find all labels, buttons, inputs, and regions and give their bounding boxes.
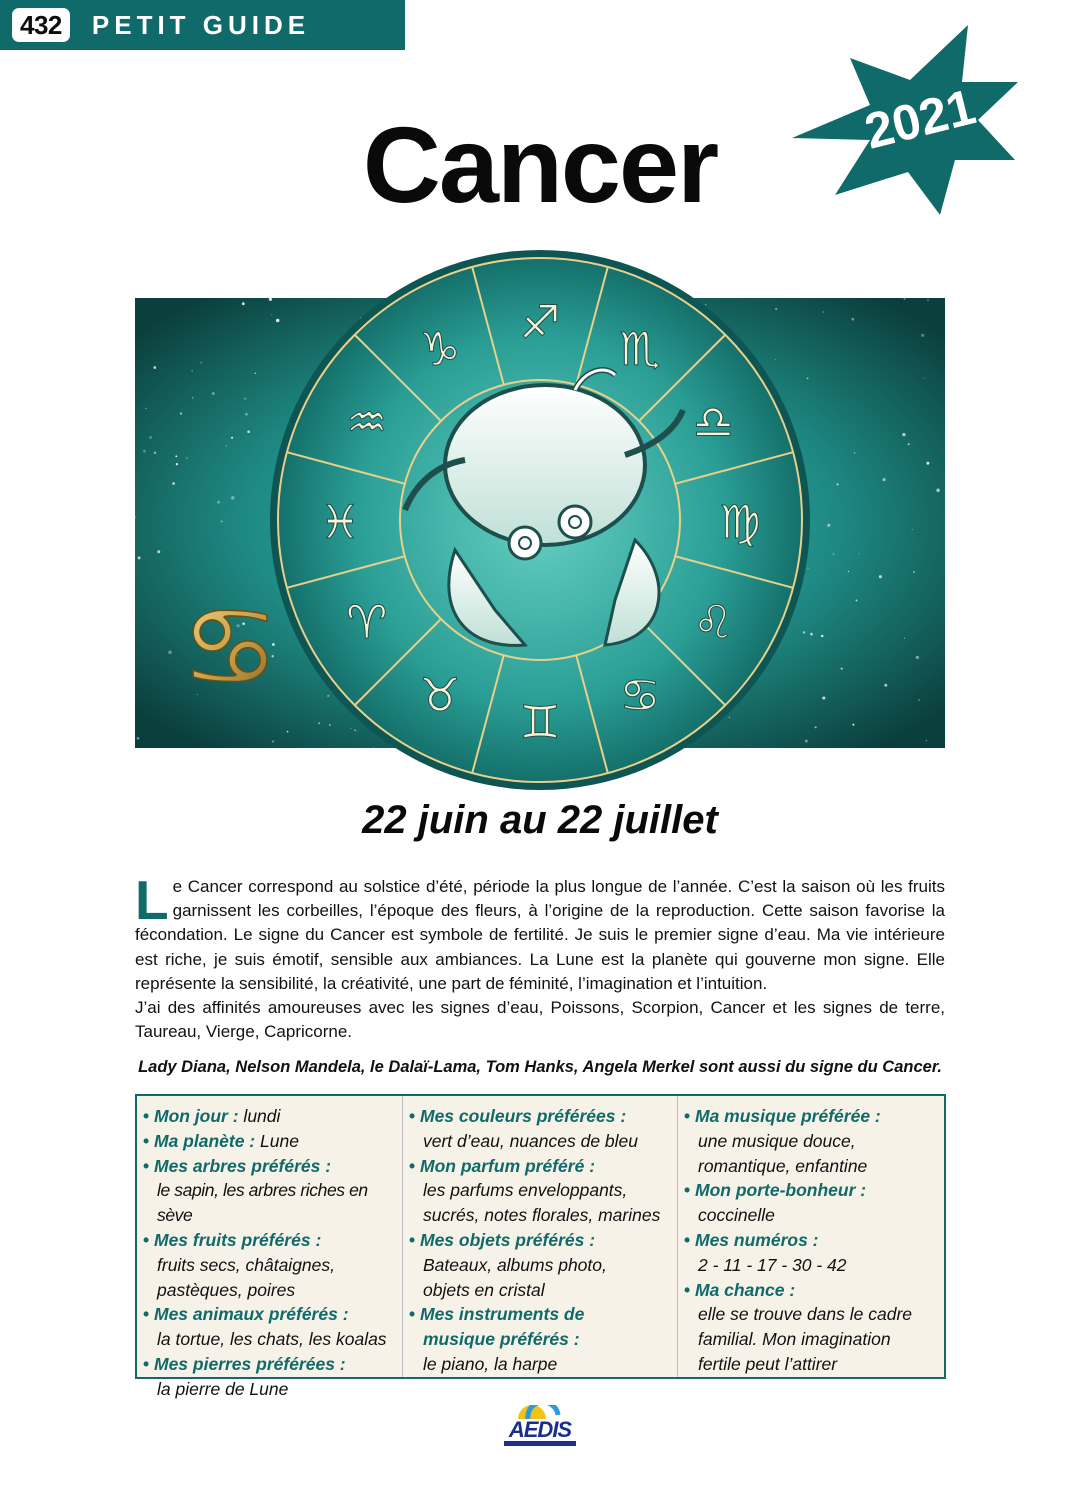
zodiac-glyph-icon: ♓ [319,495,361,549]
fact-fruits-value-1: fruits secs, châtaignes, [157,1254,335,1275]
fact-chance-label: • Ma chance : [684,1278,944,1303]
series-name: PETIT GUIDE [91,9,311,40]
zodiac-glyph-icon: ♌ [692,595,734,649]
star-dot [287,731,289,733]
star-dot [848,571,849,572]
fact-instruments-value: le piano, la harpe [423,1353,558,1374]
star-dot [244,398,246,400]
star-dot [913,571,915,573]
star-dot [254,372,256,374]
star-dot [852,724,854,726]
star-dot [815,726,817,728]
star-dot [902,433,905,436]
fact-pierres-label: • Mes pierres préférées : [143,1352,402,1377]
fact-chance-value-1: elle se trouve dans le cadre [698,1304,913,1325]
star-dot [805,740,808,743]
star-dot [729,717,730,718]
star-dot [884,684,887,687]
intro-text [135,869,945,1044]
star-dot [775,308,777,310]
star-dot [269,298,272,301]
fact-musique-value-1: une musique douce, [698,1130,856,1151]
star-dot [327,695,329,697]
zodiac-glyph-icon: ♐ [519,295,561,349]
star-dot [276,319,279,322]
star-dot [807,568,808,569]
star-dot [879,575,882,578]
star-dot [927,300,928,301]
fact-chance-value-3: fertile peut l’attirer [698,1353,838,1374]
intro-paragraph-1: Le Cancer correspond au solstice d’été, période la plus longue de l’année. C’est la saison où les fruits garnissent les corbeilles, l’époque des fleurs, à l’origine de la reproduction. Cette saison favorise la fécondation. Le signe du Cancer est symbole de fertilité. Je suis le premier signe d’eau. Ma vie intérieure est riche, je suis émotif, sensible aux ambiances. La Lune est la planète qui gouverne mon signe. Elle représente la sensibilité, la créativité, une part de féminité, l’imagination et l’intuition. [135,869,945,993]
fact-jour: • Mon jour : lundi [143,1104,402,1129]
star-dot [775,359,776,360]
fact-animaux-label: • Mes animaux préférés : [143,1302,402,1327]
star-dot [705,304,706,305]
intro-paragraph-2: J’ai des affinités amoureuses avec les signes d’eau, Poissons, Scorpion, Cancer et les signes de terre, Taureau, Vierge, Capricorne. [135,998,945,1042]
fact-pierres-value: la pierre de Lune [157,1378,289,1399]
star-dot [153,366,156,369]
fact-parfum-label: • Mon parfum préféré : [409,1154,677,1179]
fact-fruits-label: • Mes fruits préférés : [143,1228,402,1253]
star-dot [272,740,274,742]
drop-cap: L [135,869,169,931]
star-dot [149,436,152,439]
star-dot [810,633,813,636]
star-dot [354,729,356,731]
star-dot [157,550,160,553]
zodiac-glyph-icon: ♋ [619,668,661,723]
star-dot [936,488,939,491]
star-dot [226,445,227,446]
fact-numeros-value: 2 - 11 - 17 - 30 - 42 [698,1254,847,1275]
star-dot [143,450,146,453]
star-dot [231,496,234,499]
fact-animaux-value: la tortue, les chats, les koalas [157,1329,387,1350]
star-dot [908,443,910,445]
zodiac-glyph-icon: ♈ [346,595,388,649]
fact-instruments-label-2: musique préférés : [423,1329,580,1350]
facts-column-1 [137,1096,402,1399]
star-dot [833,553,835,555]
facts-column-2 [402,1096,677,1377]
star-dot [172,482,175,485]
publisher-logo [498,1405,582,1451]
fact-fruits-value-2: pastèques, poires [157,1279,296,1300]
star-dot [137,737,140,740]
star-dot [138,556,141,559]
star-dot [231,437,233,439]
star-dot [807,377,809,379]
star-dot [926,740,928,742]
fact-arbres-value: le sapin, les arbres riches en sève [157,1180,368,1226]
zodiac-glyph-icon: ♊ [519,695,561,749]
facts-column-3 [677,1096,944,1377]
star-dot [176,463,178,465]
star-dot [373,747,374,748]
star-dot [217,501,220,504]
star-dot [856,599,858,601]
star-dot [212,392,215,395]
celebrities-line: Lady Diana, Nelson Mandela, le Dalaï-Lama, Tom Hanks, Angela Merkel sont aussi du signe du Cancer. [138,1058,942,1076]
star-dot [916,656,919,659]
star-dot [822,696,825,699]
cancer-sign-icon: ♋ [180,583,280,711]
fact-chance-value-2: familial. Mon imagination [698,1329,891,1350]
star-dot [191,370,192,371]
star-dot [854,452,856,454]
fact-couleurs-label: • Mes couleurs préférées : [409,1104,677,1129]
star-dot [221,520,223,522]
star-dot [883,478,886,481]
fact-couleurs-value: vert d’eau, nuances de bleu [423,1130,639,1151]
zodiac-glyph-icon: ♍ [719,495,761,549]
fact-porte-bonheur-value: coccinelle [698,1205,775,1226]
star-dot [921,334,924,337]
star-dot [821,635,823,637]
fact-objets-label: • Mes objets préférés : [409,1228,677,1253]
star-dot [201,362,202,363]
star-dot [271,314,272,315]
publisher-name: AEDIS [508,1417,572,1442]
star-dot [926,462,929,465]
zodiac-glyph-icon: ♎ [692,395,734,449]
star-dot [329,724,331,726]
page-title: Cancer [362,104,718,225]
star-dot [904,298,906,300]
zodiac-glyph-icon: ♒ [346,395,388,449]
star-dot [837,483,839,485]
star-dot [851,318,854,321]
fact-objets-value-2: objets en cristal [423,1279,545,1300]
star-dot [145,408,146,409]
fact-arbres-label: • Mes arbres préférés : [143,1154,402,1179]
star-dot [918,699,920,701]
star-dot [803,631,805,633]
fact-porte-bonheur-label: • Mon porte-bonheur : [684,1178,944,1203]
fact-objets-value-1: Bateaux, albums photo, [423,1254,607,1275]
fact-parfum-value-2: sucrés, notes florales, marines [423,1205,661,1226]
date-range: 22 juin au 22 juillet [362,798,718,842]
issue-number-badge: 432 [12,8,70,42]
zodiac-glyph-icon: ♏ [619,321,661,376]
zodiac-glyph-icon: ♑ [419,321,461,376]
star-dot [245,413,248,416]
star-dot [154,452,157,455]
facts-box [135,1094,946,1399]
star-dot [186,457,188,459]
star-dot [841,668,843,670]
star-dot [859,553,860,554]
star-dot [827,524,830,527]
year-label: 2021 [859,78,981,160]
star-dot [175,455,177,457]
zodiac-glyph-icon: ♉ [419,668,461,723]
fact-musique-label: • Ma musique préférée : [684,1104,944,1129]
zodiac-illustration [135,250,945,790]
star-dot [247,430,250,433]
star-dot [192,397,193,398]
fact-parfum-value-1: les parfums enveloppants, [423,1180,628,1201]
star-dot [904,638,905,639]
star-dot [912,529,913,530]
star-dot [168,651,172,655]
star-dot [350,728,351,729]
star-dot [318,722,320,724]
fact-instruments-label: • Mes instruments de [409,1302,677,1327]
fact-planete: • Ma planète : Lune [143,1129,402,1154]
star-dot [242,302,245,305]
fact-numeros-label: • Mes numéros : [684,1228,944,1253]
header-band [0,0,405,50]
star-dot [924,377,925,378]
fact-musique-value-2: romantique, enfantine [698,1155,868,1176]
star-dot [180,412,182,414]
star-dot [823,311,824,312]
